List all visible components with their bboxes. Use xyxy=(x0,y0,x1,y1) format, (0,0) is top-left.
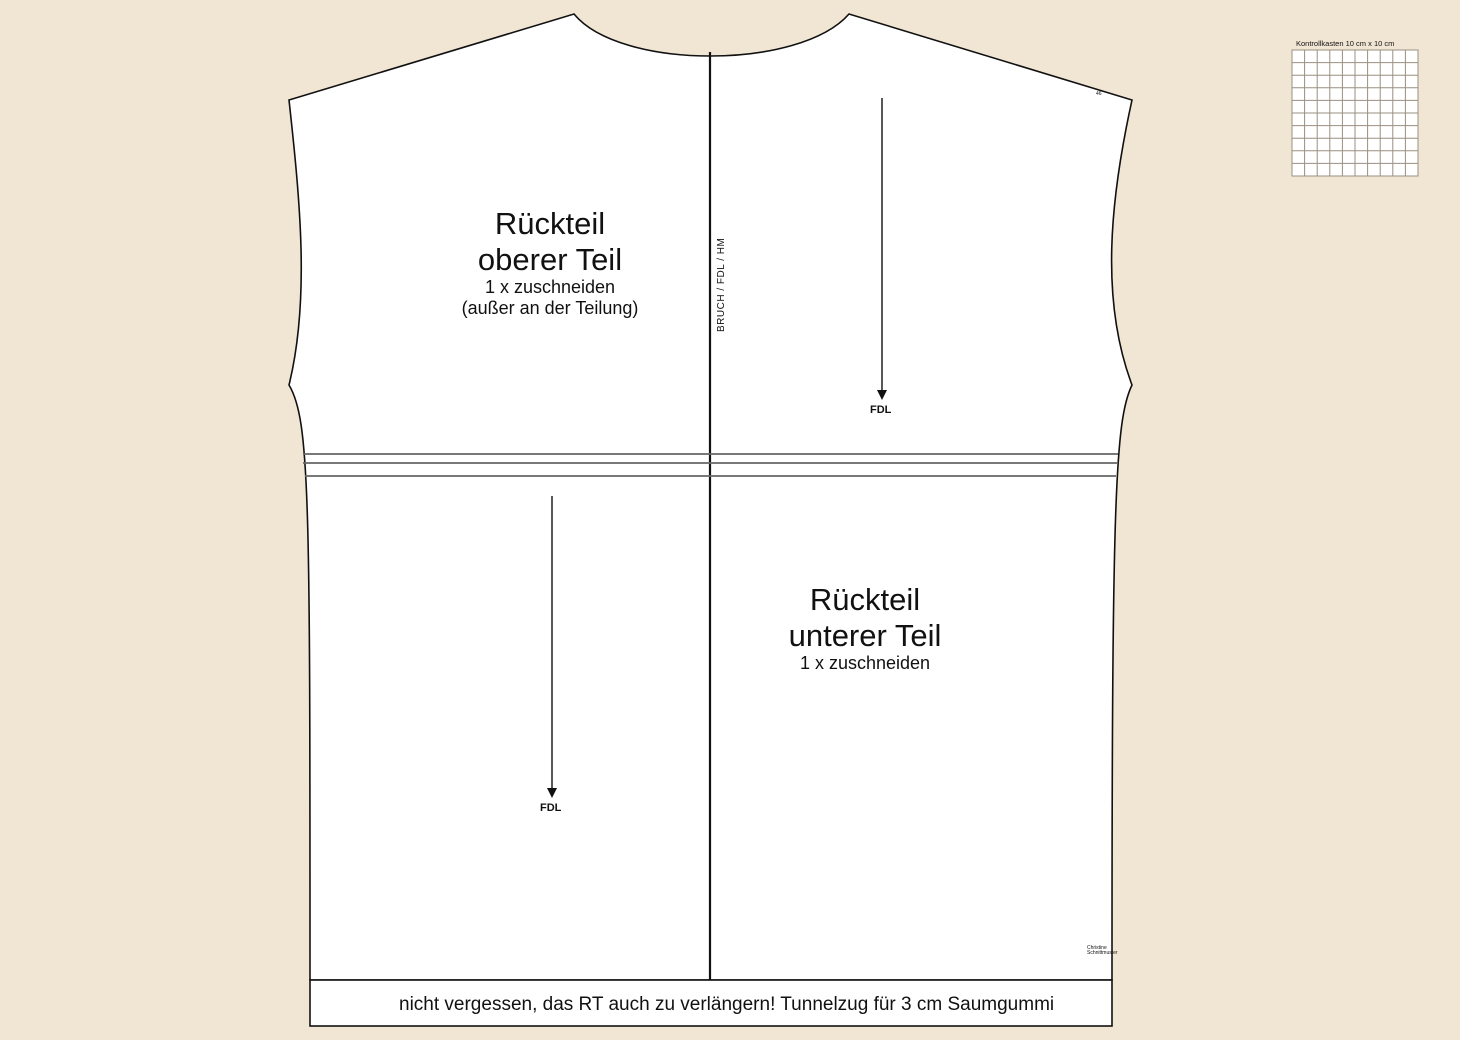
corner-mark-line1: Christine xyxy=(1087,945,1107,951)
control-box-grid xyxy=(1292,50,1418,176)
grainline-label-lower: FDL xyxy=(540,802,562,814)
control-box-title: Kontrollkasten 10 cm x 10 cm xyxy=(1296,39,1395,48)
grainline-label-upper: FDL xyxy=(870,404,892,416)
upper-cut-note: (außer an der Teilung) xyxy=(461,297,639,318)
upper-title-line1: Rückteil xyxy=(494,206,606,241)
upper-cut-instruction: 1 x zuschneiden xyxy=(484,277,616,298)
corner-mark-line2: Schnittmuster xyxy=(1087,950,1118,956)
shoulder-mark: 46 xyxy=(1096,91,1102,97)
corner-mark xyxy=(1087,946,1118,956)
lower-cut-instruction: 1 x zuschneiden xyxy=(799,653,931,674)
lower-title-line2: unterer Teil xyxy=(788,617,942,653)
lower-title-line1: Rückteil xyxy=(809,582,921,617)
upper-piece-label xyxy=(430,206,670,319)
lower-piece-label xyxy=(745,582,985,674)
fold-line-label: BRUCH / FDL / HM xyxy=(716,237,727,332)
hem-note: nicht vergessen, das RT auch zu verlängern! Tunnelzug für 3 cm Saumgummi xyxy=(399,994,1055,1015)
upper-title-line2: oberer Teil xyxy=(477,241,623,277)
